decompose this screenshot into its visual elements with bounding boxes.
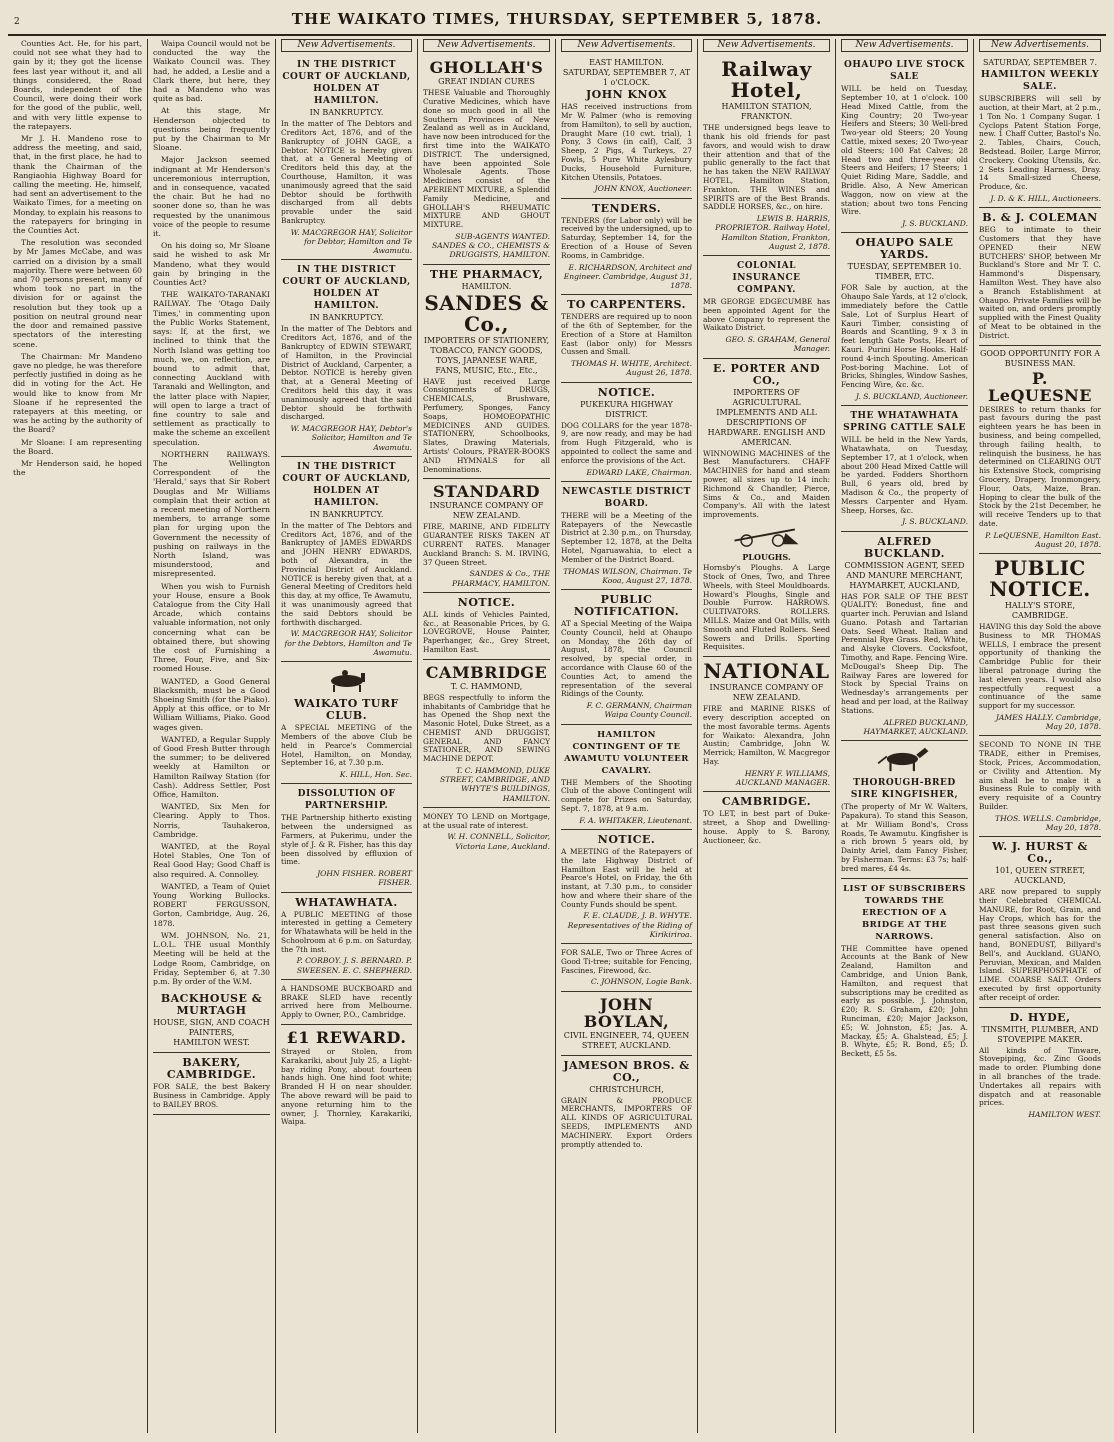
ad-subheading: COMMISSION AGENT, SEED AND MANURE MERCHANT, HAYMARKET, AUCKLAND,: [844, 560, 965, 590]
column-5: [556, 39, 698, 1433]
ad-body: ALL kinds of Vehicles Painted, &c., at Reasonable Prices, by G. LOVEGROVE, House Painter, Paperhanger, &c., Grey Street, Hamilton East.: [423, 609, 550, 654]
ad-heading: WHATAWHATA.: [295, 895, 398, 909]
turf-club-ad: [281, 662, 412, 784]
ad-subheading: TINSMITH, PLUMBER, AND STOVEPIPE MAKER.: [981, 1024, 1099, 1044]
ad-heading: PUBLIC NOTIFICATION.: [573, 592, 680, 618]
subscribers-list: [841, 879, 968, 1063]
ad-body: A HANDSOME BUCKBOARD and BRAKE SLED have recently arrived here from Melbourne. Apply to Owner, P.O., Cambridge.: [281, 983, 412, 1020]
ad-body: WINNOWING MACHINES of the Best Manufacturers. CHAFF MACHINES for hand and steam power, all sizes up to 14 inch: Richmond & Chandler, Pierce, Sims & Co., and Maiden Company's. All with the latest improvements.: [703, 448, 830, 520]
district-board-notice: [561, 482, 692, 590]
sale-yards-ad: [841, 233, 968, 406]
ad-subheading: PUKEKURA HIGHWAY DISTRICT.: [580, 399, 673, 419]
ad-body: Hornsby's Ploughs. A Large Stock of Ones, Two, and Three Wheels, with Steel Mouldboards. Howard's Ploughs, Single and Double Furrow. HARROWS. CULTIVATORS. ROLLERS. MILLS. Maize and Oat Mills, with Smooth and Fluted Rollers. Seed Sowers and Drills. Sporting Requisites.: [703, 563, 830, 652]
butcher-ad: [979, 208, 1101, 345]
ad-signature: THOS. WELLS. Cambridge, May 20, 1878.: [995, 813, 1101, 833]
ad-subheading: INSURANCE COMPANY OF NEW ZEALAND.: [429, 501, 544, 521]
ad-subheading: TUESDAY, SEPTEMBER 10. TIMBER, ETC.: [847, 262, 962, 282]
ad-signature: LEWIS B. HARRIS, PROPRIETOR. Railway Hotel, Hamilton Station, Frankton, August 2, 1878.: [715, 214, 830, 251]
manure-ad: [979, 837, 1101, 1007]
article-paragraph: When you wish to Furnish your House, ensure a Book Catalogue from the City Hall Arcade, which contains valuable information, not only concerning what can be obtained there, but showing the cost of Furnishing a Three, Four, Five, and Six-roomed House.: [153, 581, 270, 674]
article-paragraph: At this stage, Mr Henderson objected to questions being frequently put by the Chairman to Mr Sloane.: [153, 106, 270, 153]
ad-signature: K. HILL, Hon. Sec.: [339, 770, 412, 780]
ad-heading-large: SANDES & Co.,: [424, 290, 549, 336]
ad-subheading: 101, QUEEN STREET, AUCKLAND,: [994, 866, 1086, 886]
ad-heading: NOTICE.: [597, 385, 656, 399]
column-heading: New Advertisements.: [561, 39, 692, 52]
ad-body: FOR SALE, the best Bakery Business in Cambridge. Apply to BAILEY BROS.: [153, 1082, 270, 1109]
ad-heading: TENDERS.: [591, 201, 662, 215]
ad-heading: BACKHOUSE & MURTAGH: [160, 992, 263, 1018]
ad-signature: F. C. GERMANN, Chairman Waipa County Council.: [586, 701, 692, 720]
column-1: [8, 39, 148, 1433]
article-paragraph: The resolution was seconded by Mr James McCabe, and was carried on a division by a small majority. There were between 60 and 70 persons present, many of whom took no part in the division for or against the resolution but they took up a position on neutral ground near the door and remained passive spectators of the interesting scene.: [13, 238, 142, 349]
buckboard-ad: [281, 980, 412, 1025]
ad-subheading: IN BANKRUPTCY.: [309, 313, 384, 323]
column-2: [148, 39, 276, 1433]
ad-signature: JOHN KNOX, Auctioneer.: [594, 184, 692, 194]
tenders-ad: [561, 199, 692, 296]
ad-signature: J. D. & K. HILL, Auctioneers.: [990, 193, 1101, 203]
ad-signature: J. S. BUCKLAND.: [902, 517, 968, 527]
article-paragraph: The Chairman: Mr Mandeno gave no pledge, he was therefore perfectly justified in doing as he did in voting for the Act. He would like to know from Mr Sloane if he represented the ratepayers at this meeting, or was he acting by the authority of the Board?: [13, 351, 142, 435]
article-paragraph: Counties Act. He, for his part, could not see what they had to gain by it; they got the license fees last year without it, and all things considered, the Road Boards, independent of the Council, were doing their work for the good of the public, well, and with very little expense to the ratepayers.: [13, 39, 142, 131]
ad-signature: JOHN FISHER. ROBERT FISHER.: [317, 869, 412, 888]
ad-subheading: T. C. HAMMOND,: [450, 681, 523, 691]
merchants-ad: [561, 1056, 692, 1154]
ad-body: THE Committee have opened Accounts at the Bank of New Zealand, Hamilton and Cambridge, and Union Bank, Hamilton, and request that subscriptions may be credited as early as possible. J. Johnston, £20; R. S. Graham, £20; John Runciman, £20; Major Jackson, £5; W. Johnston, £5; Jas. A. Mackay, £5; A. Ghalstead, £5; J. B. Whyte, £5; R. Bond, £5; D. Beckett, £5 5s.: [841, 943, 968, 1059]
ad-subheading: PLOUGHS.: [742, 552, 791, 563]
column-heading: New Advertisements.: [281, 39, 412, 52]
ad-body: In the matter of The Debtors and Creditors Act, 1876, and of the Bankruptcy of JOHN GAGE, a Debtor. NOTICE is hereby given that, at a General Meeting of Creditors held this day, at the Courthouse, Hamilton, it was unanimously agreed that the said Debtor should be forthwith discharged from all debts provable under the said Bankruptcy.: [281, 119, 412, 225]
ad-signature: W. H. CONNELL, Solicitor, Victoria Lane, Auckland.: [447, 832, 550, 851]
ad-heading-large: Railway Hotel,: [721, 57, 812, 103]
ad-signature: THOMAS H. WHITE, Architect. August 26, 1878.: [570, 359, 692, 378]
tinsmith-ad: [979, 1008, 1101, 1124]
ad-body: FIRE and MARINE RISKS of every description accepted on the most favorable terms. Agents for Waikato: Alexandra, John Austin; Cambridge, John W. Merrick; Hamilton, W. Macgregor Hay.: [703, 704, 830, 766]
classified-ad: WANTED, a Regular Supply of Good Fresh Butter through the summer; to be delivered weekly at Hamilton or Hamilton Railway Station (for Cash). Address Settler, Post Office, Hamilton.: [153, 734, 270, 800]
ad-heading: JOHN BOYLAN,: [583, 994, 670, 1031]
ad-heading: THOROUGH-BRED SIRE KINGFISHER,: [850, 778, 959, 801]
ratepayers-notice: [561, 830, 692, 944]
ad-body: TO LET, in best part of Duke-street, a Shop and Dwelling-house. Apply to S. Barony, Auctioneer, &c.: [703, 809, 830, 845]
ad-body: THE undersigned begs leave to thank his old friends for past favors, and would wish to draw their attention and that of the public generally to the fact that he has taken the NEW RAILWAY HOTEL, Hamilton Station, Frankton. THE WINES and SPIRITS are of the Best Brands. SADDLE HORSES, &c., on hire.: [703, 123, 830, 212]
ghollah-ad: [423, 55, 550, 264]
business-opportunity-ad: [979, 346, 1101, 555]
implements-ad: [703, 359, 830, 658]
ad-heading: P. LeQUESNE: [988, 368, 1092, 405]
article-paragraph: On his doing so, Mr Sloane said he wished to ask Mr Mandeno, what they would gain by bringing in the Counties Act?: [153, 241, 270, 288]
ad-signature: P. CORBOY. J. S. BERNARD. P. SWEESEN. E. C. SHEPHERD.: [296, 956, 412, 975]
titree-ad: [561, 944, 692, 992]
ad-heading: THE PHARMACY,: [429, 267, 544, 281]
reward-notice: [281, 1025, 412, 1131]
column-heading: New Advertisements.: [423, 39, 550, 52]
ad-heading: IN THE DISTRICT COURT OF AUCKLAND, HOLDEN AT HAMILTON.: [282, 60, 411, 107]
ad-subheading: CIVIL ENGINEER, 74, QUEEN STREET, AUCKLAND.: [563, 1030, 690, 1050]
livestock-sale-ad: [841, 55, 968, 233]
ad-signature: J. S. BUCKLAND, Auctioneer.: [855, 391, 968, 401]
ad-body: Strayed or Stolen, from Karakariki, about July 25, a Light-bay riding Pony, about fourteen hands high. One hind foot white; Branded H H on near shoulder. The above reward will be paid to anyone returning him to the owner, J. Thornley, Karakariki, Waipa.: [281, 1047, 412, 1127]
ad-body: TENDERS (for Labor only) will be received by the undersigned, up to Saturday, September 14, for the Erection of a House of Seven Rooms, in Cambridge.: [561, 215, 692, 260]
ad-subheading: GOOD OPPORTUNITY FOR A BUSINESS MAN.: [979, 348, 1101, 368]
classified-ad: WANTED, Six Men for Clearing. Apply to Thos. Norris, Tauhakeroa, Cambridge.: [153, 802, 270, 839]
ad-signature: ALFRED BUCKLAND, HAYMARKET, AUCKLAND.: [863, 717, 968, 736]
column-8: [974, 39, 1106, 1433]
ad-heading: WAIKATO TURF CLUB.: [294, 697, 399, 723]
ad-heading: JOHN KNOX: [585, 88, 668, 102]
classified-ad: WANTED, a Team of Quiet Young Working Bullocks. ROBERT FERGUSSON, Gorton, Cambridge, Aug. 26, 1878.: [153, 881, 270, 928]
ad-heading: OHAUPO LIVE STOCK SALE: [844, 60, 965, 83]
ad-place: HAMILTON WEST.: [173, 1038, 250, 1048]
classified-ad: WANTED, a Good General Blacksmith, must be a Good Shoeing Smith (for the Piako). Apply at this office, or to Mr William Williams, Piako. Good wages given.: [153, 676, 270, 732]
ad-body: BEG to intimate to their Customers that they have OPENED their NEW BUTCHERS' SHOP, between Mr Buckland's Store and Mr T. C. Hammond's Dispensary, Hamilton West. They have also a Branch Establishment at Ohaupo. Private Families will be waited on, and orders promptly supplied with the Finest Quality of Meat to be obtained in the District.: [979, 225, 1101, 340]
ad-heading: B. & J. COLEMAN: [982, 211, 1098, 225]
ad-body: MONEY TO LEND on Mortgage, at the usual rate of interest.: [423, 811, 550, 830]
ad-subheading: HOUSE, SIGN, AND COACH PAINTERS,: [153, 1018, 270, 1038]
ad-signature: W. MACGREGOR HAY, Solicitor for Debtor, Hamilton and Te Awamutu.: [290, 227, 412, 256]
ad-heading: IN THE DISTRICT COURT OF AUCKLAND, HOLDEN AT HAMILTON.: [282, 461, 411, 508]
lodge-notice: WM. JOHNSON, No. 21, L.O.L. THE usual Monthly Meeting will be held at the Lodge Room, Cambridge, on Friday, September 6, at 7.30 p.m. By order of the W.M.: [153, 930, 270, 986]
ad-signature: C. JOHNSON, Logie Bank.: [590, 977, 692, 987]
plough-icon: [727, 522, 807, 548]
ad-body: BEGS respectfully to inform the inhabitants of Cambridge that he has Opened the Shop next the Masonic Hotel, Duke Street, as a CHEMIST AND DRUGGIST, GENERAL AND FANCY STATIONER, AND SEWING MACHINE DEPOT.: [423, 692, 550, 764]
ad-body: THERE will be a Meeting of the Ratepayers of the Newcastle District at 2.30 p.m., on Thursday, September 12, 1878, at the Delta Hotel, Ngaruawahia, to elect a Member of the District Board.: [561, 510, 692, 564]
ad-body: GRAIN & PRODUCE MERCHANTS, IMPORTERS OF ALL KINDS OF AGRICULTURAL SEEDS, IMPLEMENTS AND MACHINERY. Export Orders promptly attended to.: [561, 1095, 692, 1149]
ad-signature: E. RICHARDSON, Architect and Engineer. Cambridge, August 31, 1878.: [563, 262, 692, 290]
ad-place: EAST HAMILTON.: [589, 58, 664, 68]
ad-subheading: HALLY'S STORE, CAMBRIDGE.: [1004, 601, 1076, 621]
ad-body: FIRE, MARINE, AND FIDELITY GUARANTEE RISKS TAKEN AT CURRENT RATES. Manager Auckland Branch: S. M. IRVING, 37 Queen Street.: [423, 522, 550, 567]
bankruptcy-notice: [281, 457, 412, 662]
column-heading: New Advertisements.: [703, 39, 830, 52]
horse-icon: [870, 746, 940, 772]
ad-body: SUBSCRIBERS will sell by auction, at their Mart, at 2 p.m., 1 Ton No. 1 Company Sugar. 1 Cyclops Patent Station Forge, new. 1 Chaff Cutter, Bastol's No. 2. Tables, Chairs, Couch, Bedstead. Boiler, Large Mirror, Crockery. Cooking Utensils, &c. 2 Sets Leading Harness, Dray. 14 Small-sized Cheese, Produce, &c.: [979, 94, 1101, 192]
ad-heading: £1 REWARD.: [286, 1028, 407, 1048]
ad-body: SECOND TO NONE IN THE TRADE, either in Premises, Stock, Prices, Accommodation, or Civility and Attention. My aim shall be to make it a Business Rule to comply with every requisite of a Country Builder.: [979, 740, 1101, 812]
cavalry-notice: [561, 725, 692, 830]
ad-heading: W. J. HURST & Co.,: [992, 840, 1088, 866]
masthead: [8, 10, 1106, 36]
store-ad: [979, 736, 1101, 837]
ad-body: (The property of Mr W. Walters, Papakura). To stand this Season, at Mr William Bond's, Cross Roads, Te Awamutu. Kingfisher is a rich brown 5 years old, by Dainty Ariel, dam Fancy Fisher, by Fisherman. Terms: £3 7s; half-bred mares, £4 4s.: [841, 802, 968, 873]
ad-heading: D. HYDE,: [1009, 1010, 1071, 1024]
ad-signature: SUB-AGENTS WANTED. SANDES & CO., CHEMISTS & DRUGGISTS, HAMILTON.: [432, 231, 550, 260]
ad-heading: JAMESON BROS. & CO.,: [563, 1058, 690, 1084]
ad-signature: J. S. BUCKLAND.: [902, 219, 968, 229]
ad-signature: W. MACGREGOR HAY, Debtor's Solicitor, Hamilton and Te Awamutu.: [290, 424, 412, 452]
column-heading: New Advertisements.: [841, 39, 968, 52]
ad-heading: CAMBRIDGE: [425, 662, 548, 682]
ad-body: A PUBLIC MEETING of those interested in getting a Cemetery for Whatawhata will be held in the Schoolroom at 6 p.m. on Saturday, the 7th inst.: [281, 909, 412, 954]
painter-notice: [423, 593, 550, 660]
insurance-ad: [703, 256, 830, 359]
columns: [8, 39, 1106, 1433]
ad-signature: JAMES HALLY. Cambridge, May 20, 1878.: [995, 713, 1101, 732]
weekly-sale-ad: [979, 55, 1101, 208]
ad-heading: NEWCASTLE DISTRICT BOARD.: [562, 486, 691, 509]
public-notice-ad: [979, 554, 1101, 736]
column-heading: New Advertisements.: [979, 39, 1101, 52]
ad-heading: IN THE DISTRICT COURT OF AUCKLAND, HOLDEN AT HAMILTON.: [282, 265, 411, 312]
ad-signature: SANDES & Co., THE PHARMACY, HAMILTON.: [451, 569, 550, 588]
ad-body: HAS FOR SALE OF THE BEST QUALITY: Bonedust, fine and quarter inch. Peruvian and Island Guano. Potash and Tartarian Oats. Seed Wheat. Italian and Perennial Rye Grass. Red, White, and Alsyke Clovers. Cocksfoot, Timothy, and Rape. Fencing Wire. McDougal's Sheep Dip. The Railway Fares are lowered for Stock by Special Trains on Wednesday's arrangements per head and per load, at the Railway Stations.: [841, 591, 968, 715]
ad-body: THE Partnership hitherto existing between the undersigned as Farmers, at Pukerimu, under the style of J. & R. Fisher, has this day been dissolved by effluxion of time.: [281, 813, 412, 867]
ad-heading: E. PORTER AND CO.,: [712, 361, 820, 387]
article-paragraph: Major Jackson seemed indignant at Mr Henderson's unceremonious interruption, and in consequence, vacated the chair. But he had no sooner done so, than he was requested by the unanimous voice of the people to resume it.: [153, 155, 270, 239]
ad-heading: NOTICE.: [597, 832, 656, 846]
bakery-ad: [153, 1053, 270, 1114]
ad-body: MR GEORGE EDGECUMBE has been appointed Agent for the above Company to represent the Waikato District.: [703, 296, 830, 333]
carpenters-ad: [561, 295, 692, 382]
ad-signature: P. LeQUESNE, Hamilton East. August 20, 1878.: [985, 530, 1101, 549]
cattle-sale-ad: [841, 406, 968, 531]
ad-body: DESIRES to return thanks for past favours during the past eighteen years he has been in business, and being compelled, through failing health, to relinquish the business, he has determined on CLEARING OUT his Extensive Stock, comprising Grocery, Drapery, Ironmongery, Flour, Oats, Maize, Bran. Hoping to clear the bulk of the Stock by the 21st December, he will receive Tenders up to that date.: [979, 404, 1101, 528]
ad-date: SATURDAY, SEPTEMBER 7, AT 1 o'CLOCK.: [562, 68, 691, 88]
ad-signature: HENRY F. WILLIAMS, AUCKLAND MANAGER.: [735, 768, 830, 787]
ad-signature: GEO. S. GRAHAM, General Manager.: [725, 335, 830, 354]
bankruptcy-notice: [281, 260, 412, 456]
stud-horse-ad: [841, 741, 968, 879]
ad-subheading: CHRISTCHURCH,: [589, 1084, 664, 1094]
shop-to-let-ad: [703, 792, 830, 849]
ad-heading: ALFRED BUCKLAND.: [863, 534, 945, 560]
ad-heading: HAMILTON CONTINGENT OF TE AWAMUTU VOLUNTEER CAVALRY.: [564, 729, 689, 776]
ad-body: DOG COLLARS for the year 1878-9, are now ready, and may be had from Hugh Fitzgerald, who is appointed to collect the same and enforce the provisions of the Act.: [561, 420, 692, 465]
ad-signature: T. C. HAMMOND, DUKE STREET, CAMBRIDGE, AND WHYTE'S BUILDINGS, HAMILTON.: [440, 766, 550, 803]
ad-heading: COLONIAL INSURANCE COMPANY.: [732, 260, 801, 295]
newspaper-title: THE WAIKATO TIMES, THURSDAY, SEPTEMBER 5, 1878.: [291, 10, 823, 28]
seed-merchant-ad: [841, 532, 968, 742]
ad-heading: GHOLLAH'S: [429, 58, 544, 78]
horse-racing-icon: [317, 667, 377, 693]
ad-subheading: INSURANCE COMPANY OF NEW ZEALAND.: [709, 683, 824, 703]
ad-body: THE Members of the Shooting Club of the above Contingent will compete for Prizes on Saturday, Sept. 7, 1878, at 9 a.m.: [561, 777, 692, 813]
ad-body: A SPECIAL MEETING of the Members of the above Club be held in Pearce's Commercial Hotel, Hamilton, on Monday, September 16, at 7.30 p.m.: [281, 723, 412, 768]
ad-signature: HAMILTON WEST.: [1028, 1110, 1101, 1120]
ad-body: A MEETING of the Ratepayers of the late Highway District of Hamilton East will be held at Pearce's Hotel, on Friday, the 6th instant, at 7.30 p.m., to consider how and where their share of the County Funds should be spent.: [561, 846, 692, 909]
ad-body: HAS received instructions from Mr W. Palmer (who is removing from Hamilton), to sell by auction, Draught Mare (10 cwt. trial), 1 Pony, 3 Cows (in calf), Calf, 3 Sheep, 2 Pigs, 4 Turkeys, 27 Fowls, 5 Pure White Aylesbury Ducks, Household Furniture, Kitchen Utensils, Potatoes.: [561, 102, 692, 182]
column-3: [276, 39, 418, 1433]
ad-body: ARE now prepared to supply their Celebrated CHEMICAL MANURE, for Root, Grain, and Hay Crops, which has for the past three seasons given such general satisfaction. Also on hand, BONEDUST, Billyard's Bell's, and Auckland. GUANO, Peruvian, Mexican, and Malden Island. SUPERPHOSPHATE of LIME. COARSE SALT. Orders executed by first opportunity after receipt of order.: [979, 887, 1101, 1002]
ad-heading: CAMBRIDGE.: [721, 795, 812, 809]
ad-body: In the matter of The Debtors and Creditors Act, 1876, and of the Bankruptcy of EDWIN STEWART, of Hamilton, in the Provincial District of Auckland, Carpenter, a Debtor. NOTICE is hereby given that, at a General Meeting of Creditors held this day, it was unanimously agreed that the said Debtor should be forthwith discharged.: [281, 324, 412, 422]
ad-heading: NOTICE.: [457, 595, 516, 609]
money-ad: [423, 808, 550, 855]
ad-body: FOR SALE, Two or Three Acres of Good Ti-tree; suitable for Fencing, Fascines, Firewood, &c.: [561, 948, 692, 975]
pharmacy-ad: [423, 265, 550, 480]
ad-body: AT a Special Meeting of the Waipa County Council, held at Ohaupo on Monday, the 26th day of August, 1878, the Council resolved, by special order, in accordance with Clause 60 of the Counties Act, to amend the representation of the several Ridings of the County.: [561, 618, 692, 699]
ad-heading: LIST OF SUBSCRIBERS TOWARDS THE ERECTION OF A BRIDGE AT THE NARROWS.: [843, 883, 966, 942]
ad-heading: OHAUPO SALE YARDS.: [855, 236, 954, 262]
article-paragraph: Mr Sloane: I am representing the Board.: [13, 437, 142, 456]
dissolution-notice: [281, 784, 412, 892]
ad-body: All kinds of Tinware, Stovepiping, &c. Zinc Goods made to order. Plumbing done in all branches of the trade. Undertakes all repairs with dispatch and at reasonable prices.: [979, 1045, 1101, 1108]
ad-date: SATURDAY, SEPTEMBER 7.: [982, 58, 1098, 68]
ad-heading: BAKERY, CAMBRIDGE.: [166, 1056, 257, 1082]
ad-heading: DISSOLUTION OF PARTNERSHIP.: [297, 789, 396, 812]
article-paragraph: Waipa Council would not be conducted the way the Waikato Council was. They had, he added, a Leslie and a Clark there, but here, they had a Mandeno who was quite as bad.: [153, 39, 270, 104]
insurance-ad: [423, 479, 550, 592]
page-number-left: 2: [14, 17, 20, 27]
ad-heading: STANDARD: [432, 482, 541, 502]
ad-subheading: HAMILTON STATION, FRANKTON.: [721, 102, 812, 122]
whatawhata-notice: [281, 893, 412, 980]
ad-body: In the matter of The Debtors and Creditors Act, 1876, and of the Bankruptcy of JAMES EDWARDS and JOHN HENRY EDWARDS, both of Alexandra, in the Provincial District of Auckland. NOTICE is hereby given that, at a General Meeting of Creditors held this day, at my office, Te Awamutu, it was unanimously agreed that the said Debtors should be forthwith discharged.: [281, 520, 412, 627]
hotel-ad: [703, 55, 830, 256]
ad-subheading: IN BANKRUPTCY.: [309, 108, 384, 118]
engineer-ad: [561, 992, 692, 1056]
ad-signature: W. MACGREGOR HAY, Solicitor for the Debtors, Hamilton and Te Awamutu.: [284, 629, 412, 657]
ad-place: HAMILTON.: [461, 281, 512, 291]
ad-signature: THOMAS WILSON, Chairman. Te Kooa, August 27, 1878.: [563, 566, 692, 585]
bankruptcy-notice: [281, 55, 412, 260]
column-4: [418, 39, 556, 1433]
highway-notice: [561, 383, 692, 482]
article-paragraph: Mr Henderson said, he hoped the: [13, 458, 142, 478]
auction-ad: [561, 55, 692, 198]
article-paragraph: NORTHERN RAILWAYS. The Wellington Correspondent of the 'Herald,' says that Sir Robert Douglas and Mr Williams complain that their action at a recent meeting of Northern members, to arrange some plan for urging upon the Government the necessity of pushing on railways in the North Island, was misunderstood, and misrepresented.: [153, 449, 270, 579]
ad-heading: HAMILTON WEEKLY SALE.: [980, 69, 1100, 93]
ad-heading: THE WHATAWHATA SPRING CATTLE SALE: [843, 411, 966, 434]
ad-subheading: IN BANKRUPTCY.: [309, 509, 384, 519]
ad-body: THESE Valuable and Thoroughly Curative Medicines, which have done so much good in all the Southern Provinces of New Zealand as well as in Auckland, have now been introduced for the first time into the WAIKATO DISTRICT. The undersigned, have been appointed Sole Wholesale Agents. Those Medicines consist of the APERIENT MIXTURE, a Splendid Family Medicine, and GHOLLAH'S RHEUMATIC MIXTURE AND GHOUT MIXTURE.: [423, 88, 550, 230]
ad-body: TENDERS are required up to noon of the 6th of September, for the Erection of a Store at Hamilton East (labor only) for Messrs Cussen and Small.: [561, 312, 692, 357]
ad-signature: F. E. CLAUDE, J. B. WHYTE. Representatives of the Riding of Kirikiriroa.: [567, 911, 692, 939]
ad-body: FOR Sale by auction, at the Ohaupo Sale Yards, at 12 o'clock, immediately before the Cattle Sale, Lot of Surplus Heart of Kauri Timber, consisting of Boards and Scantling, 9 x 3 in feet length Gate Posts, Heart of Kauri. Purini Horse Hooks. Half-round 4-inch Spouting. American Post-boring Machine. Lot of Bricks, Shingles, Window Sashes, Fencing Wire, &c. &c.: [841, 283, 968, 390]
ad-body: WILL be held on Tuesday, September 10, at 1 o'clock. 100 Head Mixed Cattle, from the King Country; 20 Two-year Heifers and Steers; 30 Well-bred Two-year old Steers; 20 Young Cattle, mixed sexes; 20 Two-year old Steers; 100 Fat Calves; 28 Head two and three-year old Steers and Heifers; 17 Steers; 1 Quiet Riding Mare, Saddle, and Bridle. Also, A New American Waggon, now on view at the station; about two tons Fencing Wire.: [841, 84, 968, 217]
column-6: [698, 39, 836, 1433]
article-paragraph: Mr J. H. Mandeno rose to address the meeting, and said, that, in the first place, he had to thank the Chairman of the Rangiaohia Highway Board for calling the meeting. He, himself, had sent an advertisement to the Waikato Times, for a meeting on Monday, to explain his reasons to the ratepayers for bringing in the Counties Act.: [13, 134, 142, 236]
ad-subheading: GREAT INDIAN CURES: [438, 77, 535, 87]
ad-heading: TO CARPENTERS.: [567, 298, 686, 312]
ad-body: HAVE just received Large Consignments of DRUGS, CHEMICALS, Brushware, Perfumery, Sponges, Fancy Soaps, HOMOEOPATHIC MEDICINES AND GUIDES. STATIONERY, Schoolbooks, Slates, Drawing Materials, Artists' Colours, PRAYER-BOOKS AND HYMNALS for all Denominations.: [423, 376, 550, 474]
ad-body: WILL be held in the New Yards, Whatawhata, on Tuesday, September 17, at 1 o'clock, when about 200 Head Mixed Cattle will be yarded. Fodders Shorthorn Bull, 6 years old, bred by Madison & Co., the property of Messrs Carpenter and Hyam. Sheep, Horses, &c.: [841, 435, 968, 515]
classified-ad: WANTED, at the Royal Hotel Stables, One Ton of Real Good Hay; Good Chaff is also required. A. Connolley.: [153, 842, 270, 879]
column-7: [836, 39, 974, 1433]
ad-subheading: IMPORTERS OF STATIONERY, TOBACCO, FANCY GOODS, TOYS, JAPANESE WARE, FANS, MUSIC, Etc., Etc.,: [423, 335, 550, 375]
ad-heading-large: PUBLIC NOTICE.: [989, 556, 1091, 602]
ad-subheading: IMPORTERS OF AGRICULTURAL IMPLEMENTS AND ALL DESCRIPTIONS OF HARDWARE. ENGLISH AND AMERICAN.: [707, 387, 826, 447]
painters-ad: [153, 989, 270, 1053]
ad-body: HAVING this day Sold the above Business to MR THOMAS WELLS, I embrace the present opportunity of thanking the Cambridge Public for their liberal patronage during the last eleven years. I would also respectfully request a continuance of the same support for my successor.: [979, 622, 1101, 711]
chemist-ad: [423, 660, 550, 808]
public-notification: [561, 590, 692, 725]
ad-signature: EDWARD LAKE, Chairman.: [586, 467, 692, 477]
article-paragraph: THE WAIKATO-TARANAKI RAILWAY. The 'Otago Daily Times,' in commenting upon the Public Works Statement, says: If, at the first, we inclined to think that the North Island was getting too much, we, on reflection, are bound to admit that, connecting Auckland with Taranaki and Wellington, and the latter place with Napier, will open to large a tract of fine country to sale and settlement as practically to make the scheme an excellent speculation.: [153, 290, 270, 447]
national-insurance-ad: [703, 657, 830, 792]
ad-heading-large: NATIONAL: [703, 659, 830, 684]
ad-signature: F. A. WHITAKER, Lieutenant.: [579, 815, 692, 825]
